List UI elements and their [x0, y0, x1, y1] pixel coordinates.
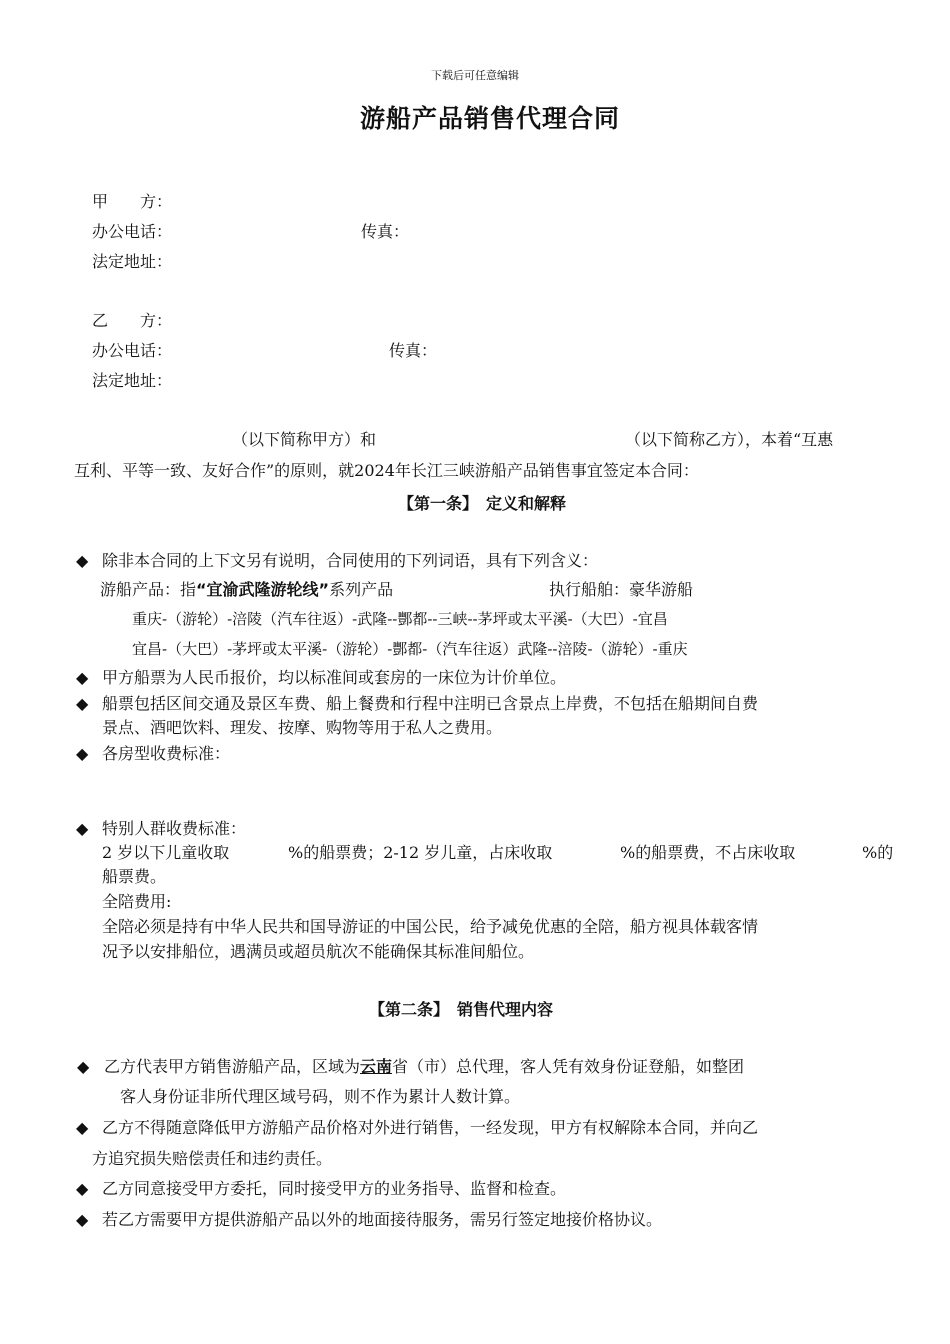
child-rate-c: %的船票费，不占床收取 [620, 843, 796, 862]
party-b-address-label: 法定地址： [92, 371, 173, 390]
party-a-phone-label: 办公电话： [92, 222, 173, 241]
party-b-phone-label: 办公电话： [92, 341, 173, 360]
route-upstream: 宜昌-（大巴）-茅坪或太平溪-（游轮）-酆都-（汽车往返）武隆--涪陵-（游轮）-重庆 [132, 640, 688, 658]
child-rate-line-2: 船票费。 [102, 867, 167, 886]
intro-party-a: （以下简称甲方）和 [232, 430, 377, 449]
supervision-clause: 乙方同意接受甲方委托，同时接受甲方的业务指导、监督和检查。 [102, 1179, 567, 1198]
intro-line-2: 互利、平等一致、友好合作”的原则，就2024年长江三峡游船产品销售事宜签定本合同： [74, 461, 699, 480]
child-rate-d: %的 [862, 843, 894, 862]
escort-rule-line-1: 全陪必须是持有中华人民共和国导游证的中国公民，给予减免优惠的全陪，船方视具体载客情 [102, 917, 759, 936]
special-rates-label: 特别人群收费标准： [102, 819, 247, 838]
bullet-icon: ◆ [76, 694, 89, 713]
party-a-address-label: 法定地址： [92, 252, 173, 271]
product-definition [100, 580, 393, 600]
document-title: 游船产品销售代理合同 [360, 104, 621, 133]
ship-definition: 执行船舶：豪华游船 [549, 580, 694, 599]
ticket-inclusions-line-1: 船票包括区间交通及景区车费、船上餐费和行程中注明已含景点上岸费，不包括在船期间自费 [102, 694, 759, 713]
product-prefix: 游船产品：指 [100, 580, 197, 599]
article-2-heading: 【第二条】 销售代理内容 [369, 1000, 554, 1019]
child-rate-a: 2 岁以下儿童收取 [102, 843, 230, 862]
header-note: 下载后可任意编辑 [431, 69, 519, 82]
sales-region-line-1 [104, 1057, 744, 1077]
pricing-unit: 甲方船票为人民币报价，均以标准间或套房的一床位为计价单位。 [102, 668, 567, 687]
bullet-icon: ◆ [76, 551, 89, 570]
intro-party-b: （以下简称乙方），本着“互惠 [625, 430, 834, 449]
definition-intro: 除非本合同的上下文另有说明，合同使用的下列词语，具有下列含义： [102, 551, 599, 570]
child-rate-b: %的船票费；2-12 岁儿童，占床收取 [288, 843, 553, 862]
sales-region-value: 云南 [360, 1057, 393, 1076]
pricing-rule-line-1: 乙方不得随意降低甲方游船产品价格对外进行销售，一经发现，甲方有权解除本合同，并向乙 [102, 1118, 759, 1137]
bullet-icon: ◆ [76, 819, 89, 838]
bullet-icon: ◆ [76, 1210, 89, 1229]
bullet-icon: ◆ [77, 1057, 90, 1076]
route-downstream: 重庆-（游轮）-涪陵（汽车往返）-武隆--酆都--三峡--茅坪或太平溪-（大巴）-宜昌 [132, 610, 668, 628]
bullet-icon: ◆ [76, 744, 89, 763]
product-suffix: 系列产品 [329, 580, 394, 599]
party-b-label: 乙 方： [92, 311, 173, 330]
article-1-heading: 【第一条】 定义和解释 [398, 494, 567, 513]
party-b-fax-label: 传真： [389, 341, 438, 360]
escort-fee-label: 全陪费用: [102, 892, 172, 911]
pricing-rule-line-2: 方追究损失赔偿责任和违约责任。 [92, 1149, 333, 1168]
product-name: “宜渝武隆游轮线” [196, 580, 330, 599]
party-a-label: 甲 方： [92, 192, 173, 211]
party-a-fax-label: 传真： [361, 222, 410, 241]
bullet-icon: ◆ [76, 668, 89, 687]
sales-region-prefix: 乙方代表甲方销售游船产品，区域为 [104, 1057, 361, 1076]
ticket-inclusions-line-2: 景点、酒吧饮料、理发、按摩、购物等用于私人之费用。 [102, 718, 503, 737]
room-rate-label: 各房型收费标准： [102, 744, 231, 763]
escort-rule-line-2: 况予以安排船位，遇满员或超员航次不能确保其标准间船位。 [102, 942, 535, 961]
sales-region-line-2: 客人身份证非所代理区域号码，则不作为累计人数计算。 [120, 1087, 521, 1106]
bullet-icon: ◆ [76, 1118, 89, 1137]
ground-service-clause: 若乙方需要甲方提供游船产品以外的地面接待服务，需另行签定地接价格协议。 [102, 1210, 663, 1229]
bullet-icon: ◆ [76, 1179, 89, 1198]
sales-region-suffix: 省（市）总代理，客人凭有效身份证登船，如整团 [392, 1057, 745, 1076]
